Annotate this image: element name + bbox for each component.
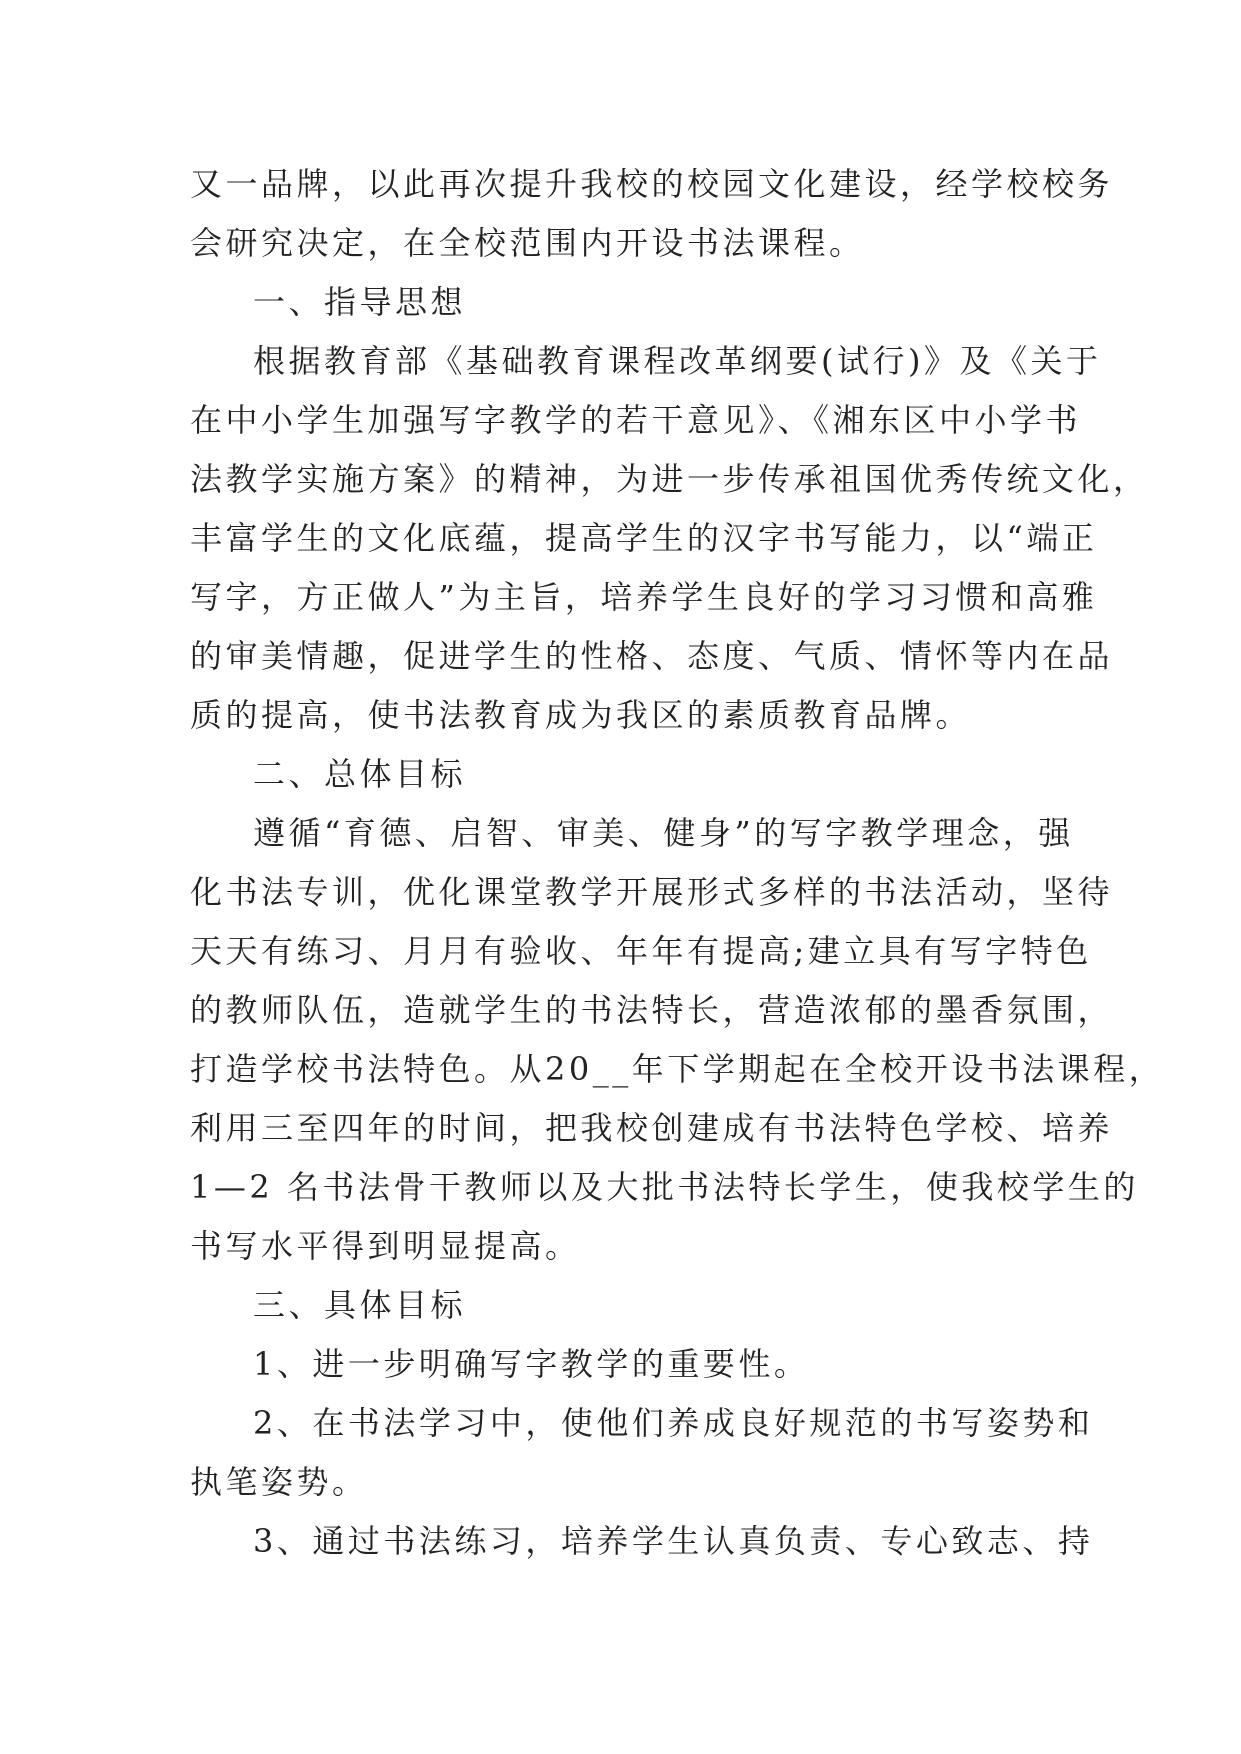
paragraph-line: 利用三至四年的时间，把我校创建成有书法特色学校、培养	[190, 1109, 1114, 1147]
paragraph-line: 1—2 名书法骨干教师以及大批书法特长学生，使我校学生的	[190, 1168, 1139, 1206]
paragraph-line: 写字，方正做人”为主旨，培养学生良好的学习习惯和高雅	[190, 578, 1098, 616]
list-item: 3、通过书法练习，培养学生认真负责、专心致志、持	[253, 1522, 1094, 1560]
paragraph-line: 的教师队伍，造就学生的书法特长，营造浓郁的墨香氛围，	[190, 991, 1114, 1029]
list-item: 1、进一步明确写字教学的重要性。	[253, 1345, 810, 1383]
paragraph-line: 根据教育部《基础教育课程改革纲要(试行)》及《关于	[253, 342, 1102, 380]
paragraph-line: 化书法专训，优化课堂教学开展形式多样的书法活动，坚待	[190, 873, 1114, 911]
paragraph-line: 的审美情趣，促进学生的性格、态度、气质、情怀等内在品	[190, 637, 1114, 675]
paragraph-line: 在中小学生加强写字教学的若干意见》、《湘东区中小学书	[190, 401, 1082, 439]
paragraph-line: 天天有练习、月月有验收、年年有提高;建立具有写字特色	[190, 932, 1092, 970]
list-item: 2、在书法学习中，使他们养成良好规范的书写姿势和	[253, 1404, 1094, 1442]
paragraph-line: 又一品牌，以此再次提升我校的校园文化建设，经学校校务	[190, 165, 1114, 203]
section-heading-guiding-ideology: 一、指导思想	[253, 283, 467, 321]
section-heading-specific-goals: 三、具体目标	[253, 1286, 467, 1324]
paragraph-line: 遵循“育德、启智、审美、健身”的写字教学理念，强	[253, 814, 1074, 852]
list-item-continuation: 执笔姿势。	[190, 1463, 368, 1501]
paragraph-line: 法教学实施方案》的精神，为进一步传承祖国优秀传统文化，	[190, 460, 1149, 498]
paragraph-line: 书写水平得到明显提高。	[190, 1227, 581, 1265]
paragraph-line: 质的提高，使书法教育成为我区的素质教育品牌。	[190, 696, 972, 734]
paragraph-line: 丰富学生的文化底蕴，提高学生的汉字书写能力，以“端正	[190, 519, 1098, 557]
paragraph-line: 打造学校书法特色。从20__年下学期起在全校开设书法课程，	[190, 1050, 1165, 1088]
section-heading-overall-goals: 二、总体目标	[253, 755, 467, 793]
paragraph-line: 会研究决定，在全校范围内开设书法课程。	[190, 224, 865, 262]
document-body	[190, 155, 1165, 1571]
